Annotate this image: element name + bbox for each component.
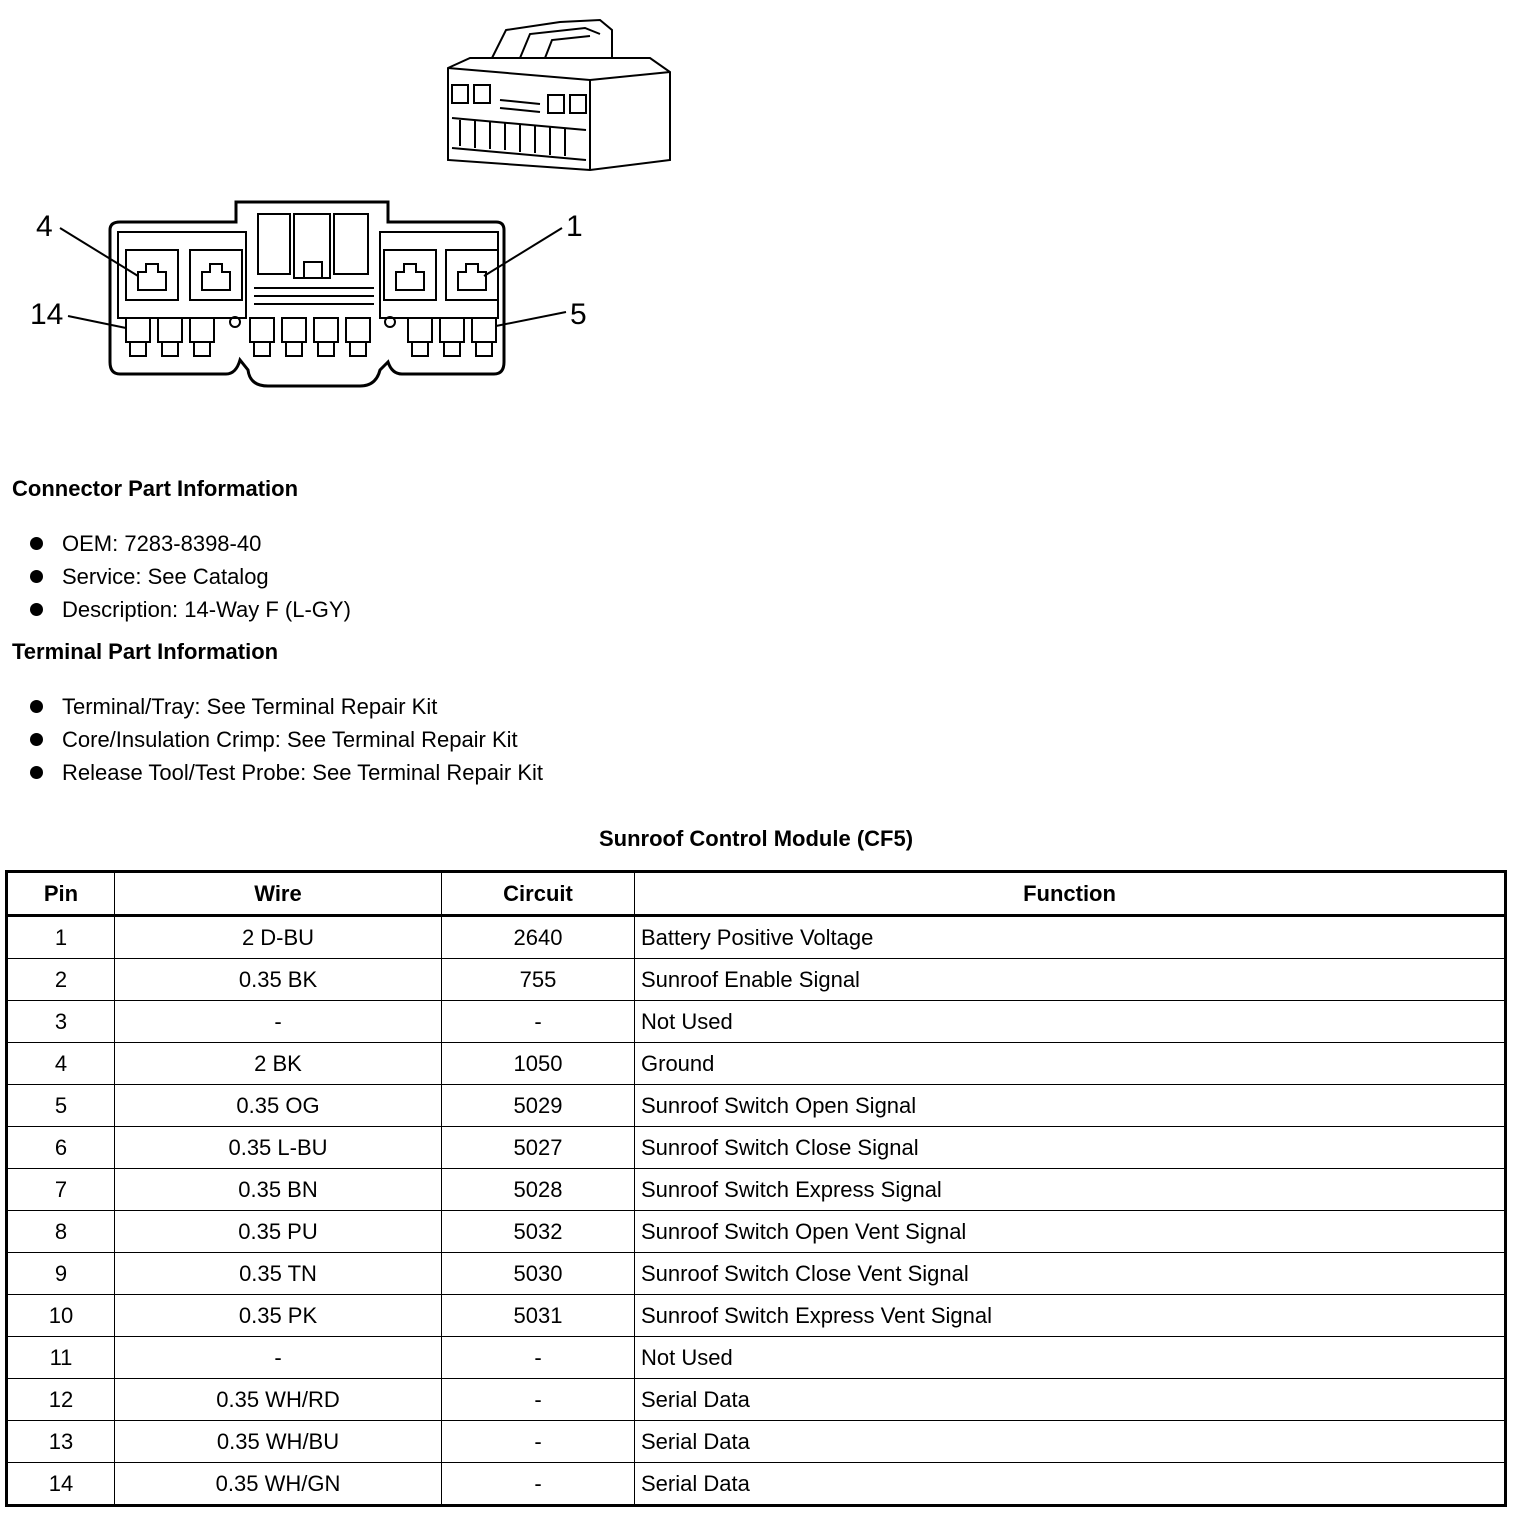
wire-cell: 0.35 BK [115, 959, 442, 1001]
circuit-cell: - [442, 1421, 635, 1463]
wire-cell: - [115, 1001, 442, 1043]
circuit-cell: 2640 [442, 916, 635, 959]
pin-cell: 1 [7, 916, 115, 959]
circuit-cell: 5029 [442, 1085, 635, 1127]
connector-info-heading: Connector Part Information [12, 476, 299, 501]
list-item-text: Description: 14-Way F (L-GY) [62, 597, 351, 622]
table-header-row [7, 872, 1506, 916]
list-item-text: Core/Insulation Crimp: See Terminal Repair Kit [62, 727, 518, 752]
wire-cell: 0.35 TN [115, 1253, 442, 1295]
table-row [7, 1379, 1506, 1421]
pin-callout-1: 1 [566, 210, 583, 243]
pin-cell: 11 [7, 1337, 115, 1379]
function-cell: Serial Data [635, 1379, 1506, 1421]
column-header-wire: Wire [115, 872, 442, 916]
wire-cell: 0.35 WH/GN [115, 1463, 442, 1506]
bullet-icon [30, 733, 43, 746]
wire-cell: 0.35 WH/RD [115, 1379, 442, 1421]
circuit-cell: 5032 [442, 1211, 635, 1253]
wire-cell: 0.35 L-BU [115, 1127, 442, 1169]
pinout-table [5, 870, 1507, 1507]
wire-cell: 0.35 WH/BU [115, 1421, 442, 1463]
column-header-function: Function [635, 872, 1506, 916]
pin-cell: 3 [7, 1001, 115, 1043]
function-cell: Not Used [635, 1001, 1506, 1043]
wire-cell: 0.35 OG [115, 1085, 442, 1127]
list-item [28, 690, 543, 723]
table-row [7, 1169, 1506, 1211]
bullet-icon [30, 700, 43, 713]
terminal-info-heading: Terminal Part Information [12, 639, 279, 664]
table-row [7, 1463, 1506, 1506]
function-cell: Serial Data [635, 1463, 1506, 1506]
function-cell: Battery Positive Voltage [635, 916, 1506, 959]
table-row [7, 1421, 1506, 1463]
table-row [7, 916, 1506, 959]
pin-cell: 4 [7, 1043, 115, 1085]
pin-cell: 5 [7, 1085, 115, 1127]
table-row [7, 1043, 1506, 1085]
pin-cell: 12 [7, 1379, 115, 1421]
connector-3d-view [448, 20, 670, 170]
table-row [7, 1085, 1506, 1127]
list-item-text: Terminal/Tray: See Terminal Repair Kit [62, 694, 438, 719]
table-row [7, 1253, 1506, 1295]
circuit-cell: - [442, 1463, 635, 1506]
function-cell: Sunroof Switch Open Vent Signal [635, 1211, 1506, 1253]
table-title: Sunroof Control Module (CF5) [598, 826, 914, 851]
pin-cell: 14 [7, 1463, 115, 1506]
connector-info-list [28, 527, 351, 626]
function-cell: Not Used [635, 1337, 1506, 1379]
bullet-icon [30, 537, 43, 550]
table-row [7, 1127, 1506, 1169]
circuit-cell: - [442, 1001, 635, 1043]
circuit-cell: 5030 [442, 1253, 635, 1295]
list-item-text: OEM: 7283-8398-40 [62, 531, 262, 556]
pin-cell: 8 [7, 1211, 115, 1253]
list-item [28, 593, 351, 626]
list-item [28, 560, 351, 593]
table-row [7, 1001, 1506, 1043]
pin-cell: 2 [7, 959, 115, 1001]
wire-cell: - [115, 1337, 442, 1379]
circuit-cell: - [442, 1379, 635, 1421]
list-item [28, 723, 543, 756]
table-body [7, 916, 1506, 1506]
table-row [7, 959, 1506, 1001]
table-row [7, 1337, 1506, 1379]
circuit-cell: 755 [442, 959, 635, 1001]
circuit-cell: 1050 [442, 1043, 635, 1085]
list-item [28, 527, 351, 560]
table-row [7, 1295, 1506, 1337]
bullet-icon [30, 603, 43, 616]
wire-cell: 0.35 PU [115, 1211, 442, 1253]
function-cell: Sunroof Switch Close Vent Signal [635, 1253, 1506, 1295]
circuit-cell: 5028 [442, 1169, 635, 1211]
wire-cell: 2 D-BU [115, 916, 442, 959]
column-header-circuit: Circuit [442, 872, 635, 916]
pin-cell: 13 [7, 1421, 115, 1463]
function-cell: Ground [635, 1043, 1506, 1085]
function-cell: Sunroof Switch Open Signal [635, 1085, 1506, 1127]
function-cell: Serial Data [635, 1421, 1506, 1463]
circuit-cell: 5031 [442, 1295, 635, 1337]
circuit-cell: - [442, 1337, 635, 1379]
wire-cell: 0.35 BN [115, 1169, 442, 1211]
function-cell: Sunroof Switch Express Vent Signal [635, 1295, 1506, 1337]
function-cell: Sunroof Switch Close Signal [635, 1127, 1506, 1169]
list-item [28, 756, 543, 789]
terminal-info-list [28, 690, 543, 789]
pin-cell: 6 [7, 1127, 115, 1169]
pin-cell: 10 [7, 1295, 115, 1337]
pin-callout-14: 14 [30, 298, 64, 331]
column-header-pin: Pin [7, 872, 115, 916]
function-cell: Sunroof Switch Express Signal [635, 1169, 1506, 1211]
connector-face-view [60, 202, 566, 386]
connector-diagram [0, 0, 700, 420]
wire-cell: 2 BK [115, 1043, 442, 1085]
bullet-icon [30, 766, 43, 779]
wire-cell: 0.35 PK [115, 1295, 442, 1337]
bullet-icon [30, 570, 43, 583]
circuit-cell: 5027 [442, 1127, 635, 1169]
table-row [7, 1211, 1506, 1253]
pin-cell: 9 [7, 1253, 115, 1295]
list-item-text: Release Tool/Test Probe: See Terminal Repair Kit [62, 760, 543, 785]
pin-callout-5: 5 [570, 298, 587, 331]
function-cell: Sunroof Enable Signal [635, 959, 1506, 1001]
pin-callout-4: 4 [36, 210, 53, 243]
pin-cell: 7 [7, 1169, 115, 1211]
list-item-text: Service: See Catalog [62, 564, 269, 589]
